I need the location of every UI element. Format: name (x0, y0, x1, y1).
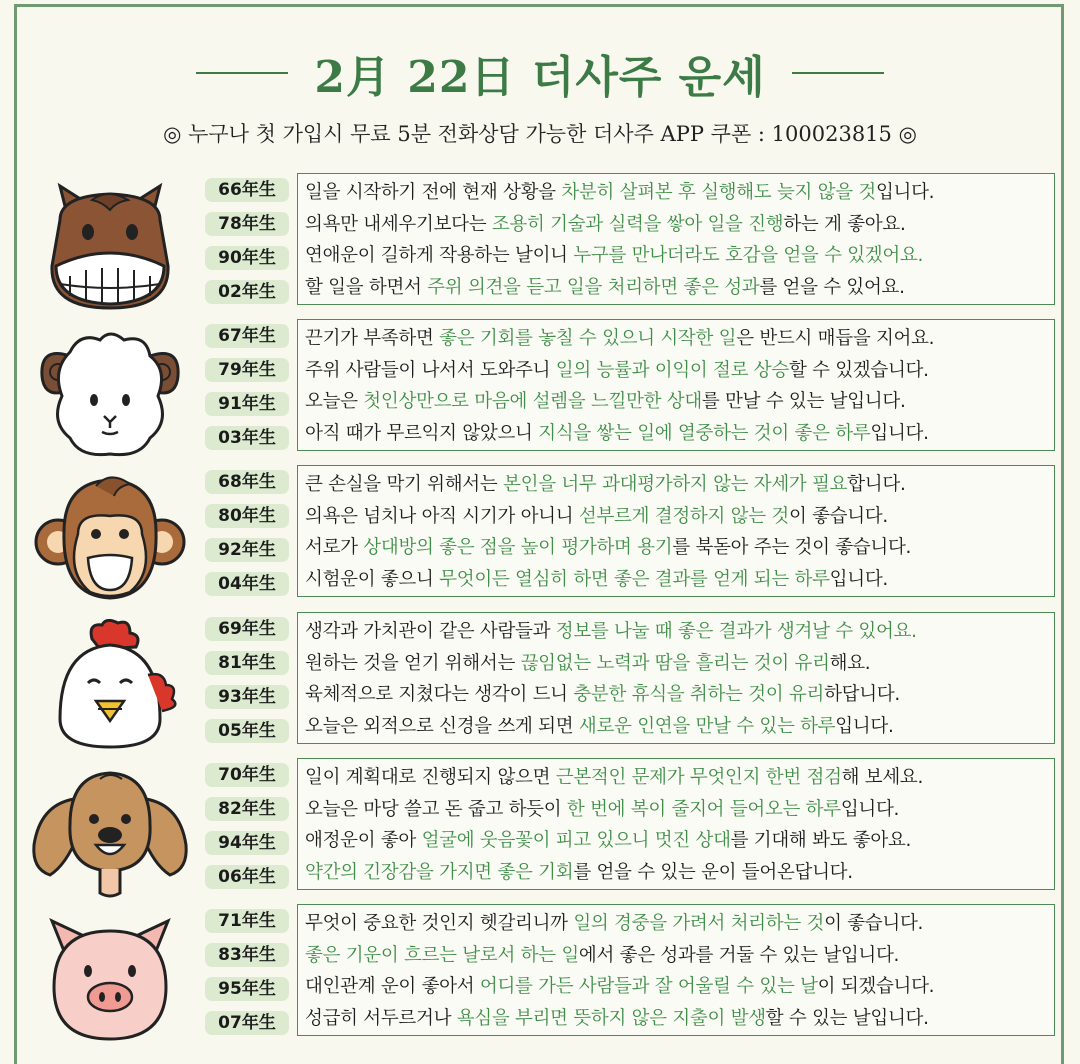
fortune-box (297, 173, 1055, 305)
fortune-line (305, 679, 1054, 711)
fortune-highlight: 새로운 인연을 만날 수 있는 하루 (578, 715, 836, 737)
birth-year-badge: 78年生 (205, 212, 289, 236)
fortune-text: 대인관계 운이 좋아서 (305, 976, 480, 997)
birth-year-badge: 06年生 (205, 865, 289, 889)
fortune-text: 일을 시작하기 전에 현재 상황을 (305, 182, 562, 203)
rooster-icon (30, 619, 190, 755)
fortune-line (305, 323, 1054, 355)
birth-year-badge: 81年生 (205, 651, 289, 675)
birth-year-badge: 80年生 (205, 504, 289, 528)
fortune-highlight: 어디를 가든 사람들과 잘 어울릴 수 있는 날 (479, 976, 818, 997)
fortune-highlight: 첫인상만으로 마음에 설렘을 느낄만한 상대 (363, 391, 702, 412)
fortune-text: 하답니다. (824, 684, 900, 705)
fortune-box (297, 465, 1055, 597)
fortune-text: 입니다. (870, 422, 929, 444)
birth-year-badge: 04年生 (205, 572, 289, 596)
fortune-text: 은 반드시 매듭을 지어요. (736, 328, 935, 349)
fortune-text: 할 수 있겠습니다. (788, 359, 929, 381)
fortune-line (305, 177, 1054, 209)
fortune-text: 입니다. (875, 182, 935, 203)
fortune-highlight: 주위 의견을 듣고 일을 처리하면 좋은 성과 (427, 276, 760, 298)
fortune-line (305, 940, 1054, 972)
birth-year-badge: 05年生 (205, 719, 289, 743)
fortune-text: 시험운이 좋으니 (305, 568, 440, 590)
fortune-text: 생각과 가치관이 같은 사람들과 (305, 621, 556, 642)
fortune-highlight: 정보를 나눌 때 좋은 결과가 생겨날 수 있어요. (555, 621, 917, 642)
fortune-line (305, 616, 1054, 648)
fortune-text: 의욕은 넘치나 아직 시기가 아니니 (305, 505, 579, 527)
fortune-text: 주위 사람들이 나서서 도와주니 (305, 359, 556, 381)
fortune-text: 에서 좋은 성과를 거둘 수 있는 날입니다. (578, 944, 900, 966)
fortune-line (305, 240, 1054, 272)
fortune-line (305, 355, 1054, 387)
fortune-text: 하는 게 좋아요. (783, 213, 906, 235)
fortune-text: 무엇이 중요한 것인지 헷갈리니까 (305, 913, 574, 934)
birth-year-badge: 79年生 (205, 358, 289, 382)
fortune-text: 오늘은 마당 쓸고 돈 줍고 하듯이 (305, 798, 567, 820)
fortune-box (297, 319, 1055, 451)
fortune-highlight: 좋은 기운이 흐르는 날로서 하는 일 (305, 944, 579, 966)
fortune-line (305, 711, 1054, 743)
fortune-text: 서로가 (305, 537, 364, 558)
title-row (0, 38, 1080, 108)
fortune-text: 를 만날 수 있는 날입니다. (701, 391, 906, 412)
birth-year-badge: 91年生 (205, 392, 289, 416)
fortune-text: 애정운이 좋아 (305, 830, 422, 851)
fortune-line (305, 794, 1054, 826)
fortune-highlight: 한 번에 복이 줄지어 들어오는 하루 (566, 798, 841, 820)
fortune-text: 를 기대해 봐도 좋아요. (730, 830, 912, 851)
birth-year-badge: 93年生 (205, 685, 289, 709)
fortune-text: 이 좋습니다. (788, 505, 888, 527)
fortune-highlight: 좋은 기회를 놓칠 수 있으니 시작한 일 (439, 328, 737, 349)
fortune-line (305, 209, 1054, 241)
dog-icon (30, 765, 190, 901)
fortune-group-rooster (0, 617, 1080, 757)
title-rule-right (792, 72, 884, 74)
birth-year-list (205, 470, 289, 606)
fortune-text: 해 보세요. (841, 767, 924, 788)
fortune-group-pig (0, 909, 1080, 1049)
coupon-subtitle: ◎ 누구나 첫 가입시 무료 5분 전화상담 가능한 더사주 APP 쿠폰 : 100023815 ◎ (163, 122, 917, 146)
birth-year-badge: 67年生 (205, 324, 289, 348)
pig-icon (30, 911, 190, 1047)
sheep-icon (30, 326, 190, 462)
fortune-text: 끈기가 부족하면 (305, 328, 440, 349)
birth-year-badge: 95年生 (205, 977, 289, 1001)
fortune-text: 입니다. (829, 568, 888, 590)
fortune-line (305, 272, 1054, 304)
fortune-text: 를 얻을 수 있는 운이 들어온답니다. (573, 861, 853, 883)
fortune-highlight: 근본적인 문제가 무엇인지 한번 점검 (555, 767, 842, 788)
fortune-text: 연애운이 길하게 작용하는 날이니 (305, 245, 574, 266)
fortune-line (305, 501, 1054, 533)
birth-year-list (205, 909, 289, 1045)
birth-year-badge: 90年生 (205, 246, 289, 270)
birth-year-badge: 83年生 (205, 943, 289, 967)
fortune-highlight: 무엇이든 열심히 하면 좋은 결과를 얻게 되는 하루 (439, 568, 830, 590)
fortune-text: 일이 계획대로 진행되지 않으면 (305, 767, 556, 788)
fortune-box (297, 904, 1055, 1036)
birth-year-list (205, 324, 289, 460)
fortune-box (297, 612, 1055, 744)
fortune-text: 육체적으로 지쳤다는 생각이 드니 (305, 684, 574, 705)
birth-year-badge: 70年生 (205, 763, 289, 787)
fortune-text: 오늘은 (305, 391, 364, 412)
page-title: 2月 22日 더사주 운세 (314, 52, 766, 103)
fortune-text: 큰 손실을 막기 위해서는 (305, 474, 504, 495)
fortune-highlight: 일의 능률과 이익이 절로 상승 (555, 359, 789, 381)
fortune-highlight: 끊임없는 노력과 땀을 흘리는 것이 유리 (520, 652, 830, 674)
fortune-highlight: 섣부르게 결정하지 않는 것 (578, 505, 789, 527)
fortune-text: 원하는 것을 얻기 위해서는 (305, 652, 521, 674)
fortune-group-horse (0, 178, 1080, 318)
fortune-text: 오늘은 외적으로 신경을 쓰게 되면 (305, 715, 579, 737)
birth-year-badge: 69年生 (205, 617, 289, 641)
fortune-highlight: 차분히 살펴본 후 실행해도 늦지 않을 것 (561, 182, 876, 203)
birth-year-badge: 07年生 (205, 1011, 289, 1035)
fortune-highlight: 욕심을 부리면 뜻하지 않은 지출이 발생 (456, 1007, 766, 1029)
birth-year-badge: 68年生 (205, 470, 289, 494)
birth-year-badge: 66年生 (205, 178, 289, 202)
fortune-text: 입니다. (840, 798, 900, 820)
fortune-line (305, 762, 1054, 794)
birth-year-badge: 94年生 (205, 831, 289, 855)
fortune-highlight: 상대방의 좋은 점을 높이 평가하며 용기 (363, 537, 673, 558)
fortune-line (305, 386, 1054, 418)
fortune-highlight: 얼굴에 웃음꽃이 피고 있으니 멋진 상대 (421, 830, 731, 851)
fortune-highlight: 본인을 너무 과대평가하지 않는 자세가 필요 (503, 474, 848, 495)
fortune-line (305, 418, 1054, 450)
fortune-group-dog (0, 763, 1080, 903)
fortune-box (297, 758, 1055, 890)
fortune-line (305, 648, 1054, 680)
fortune-text: 를 북돋아 주는 것이 좋습니다. (672, 537, 912, 558)
fortune-highlight: 누구를 만나더라도 호감을 얻을 수 있겠어요. (573, 245, 924, 266)
fortune-line (305, 469, 1054, 501)
fortune-line (305, 825, 1054, 857)
title-rule-left (196, 72, 288, 74)
fortune-text: 할 수 있는 날입니다. (765, 1007, 929, 1029)
fortune-highlight: 약간의 긴장감을 가지면 좋은 기회 (305, 861, 574, 883)
birth-year-list (205, 617, 289, 753)
fortune-line (305, 857, 1054, 889)
birth-year-badge: 71年生 (205, 909, 289, 933)
birth-year-badge: 92年生 (205, 538, 289, 562)
fortune-group-monkey (0, 470, 1080, 610)
fortune-text: 이 좋습니다. (824, 913, 924, 934)
fortune-line (305, 564, 1054, 596)
fortune-text: 아직 때가 무르익지 않았으니 (305, 422, 539, 444)
fortune-text: 의욕만 내세우기보다는 (305, 213, 492, 235)
fortune-line (305, 1003, 1054, 1035)
fortune-highlight: 일의 경중을 가려서 처리하는 것 (573, 913, 825, 934)
fortune-line (305, 532, 1054, 564)
fortune-text: 합니다. (847, 474, 906, 495)
birth-year-list (205, 763, 289, 899)
horse-icon (30, 180, 190, 316)
monkey-icon (30, 472, 190, 608)
fortune-text: 를 얻을 수 있어요. (759, 276, 905, 298)
birth-year-badge: 03年生 (205, 426, 289, 450)
birth-year-badge: 02年生 (205, 280, 289, 304)
fortune-text: 이 되겠습니다. (817, 976, 935, 997)
fortune-line (305, 971, 1054, 1003)
fortune-highlight: 충분한 휴식을 취하는 것이 유리 (573, 684, 825, 705)
fortune-text: 성급히 서두르거나 (305, 1007, 457, 1029)
fortune-line (305, 908, 1054, 940)
birth-year-list (205, 178, 289, 314)
fortune-text: 해요. (829, 652, 871, 674)
fortune-group-sheep (0, 324, 1080, 464)
fortune-highlight: 조용히 기술과 실력을 쌓아 일을 진행 (491, 213, 784, 235)
fortune-text: 할 일을 하면서 (305, 276, 428, 298)
fortune-text: 입니다. (835, 715, 894, 737)
fortune-highlight: 지식을 쌓는 일에 열중하는 것이 좋은 하루 (538, 422, 871, 444)
birth-year-badge: 82年生 (205, 797, 289, 821)
